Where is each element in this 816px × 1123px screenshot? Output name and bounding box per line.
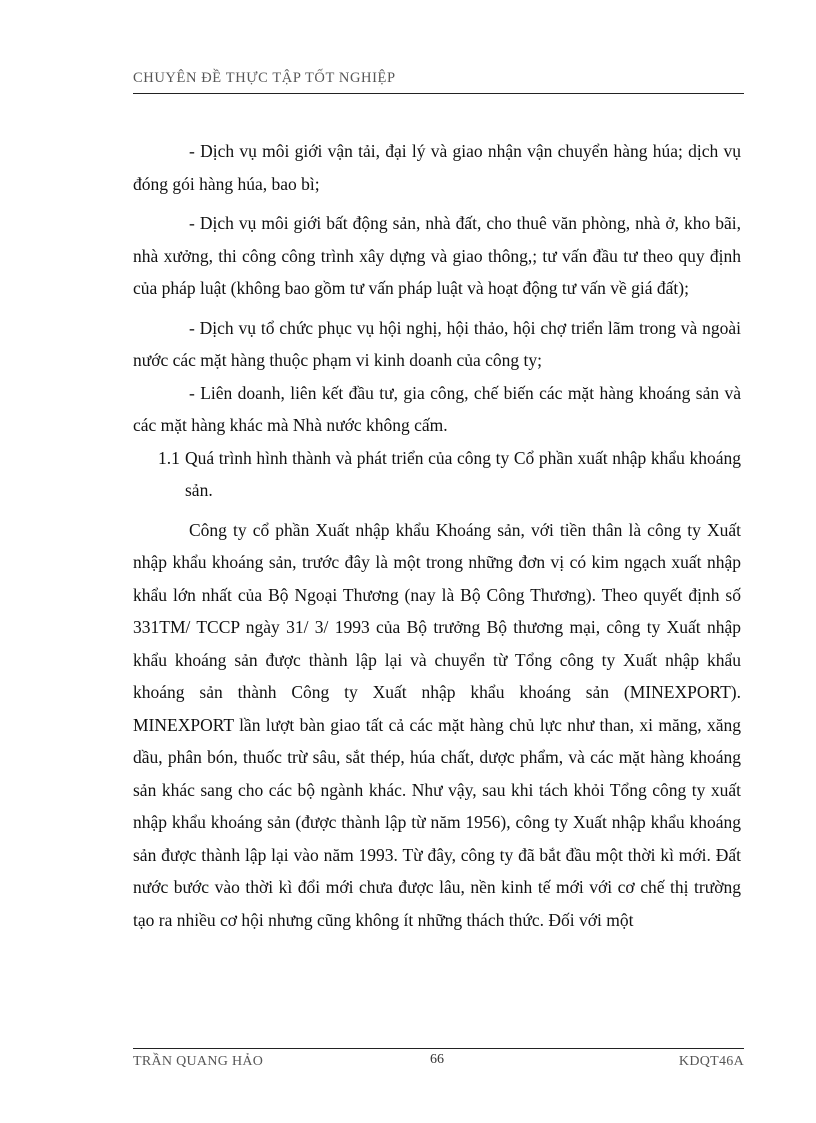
section-title: Quá trình hình thành và phát triển của công ty Cổ phần xuất nhập khẩu khoáng sản. <box>185 447 741 500</box>
footer-divider <box>133 1048 744 1049</box>
service-item-joint-venture: - Liên doanh, liên kết đầu tư, gia công, chế biến các mặt hàng khoáng sản và các mặt hàng khác mà Nhà nước không cấm. <box>133 382 741 435</box>
section-number: 1.1 <box>158 447 180 468</box>
page-header-title: CHUYÊN ĐỀ THỰC TẬP TỐT NGHIỆP <box>133 70 396 86</box>
service-item-events: - Dịch vụ tổ chức phục vụ hội nghị, hội thảo, hội chợ triển lãm trong và ngoài nước các mặt hàng thuộc phạm vi kinh doanh của công ty; <box>133 317 741 370</box>
service-item-transport: - Dịch vụ môi giới vận tải, đại lý và giao nhận vận chuyển hàng húa; dịch vụ đóng gói hàng húa, bao bì; <box>133 141 741 194</box>
footer-author: TRẦN QUANG HẢO <box>133 1054 264 1069</box>
header-divider <box>133 93 744 94</box>
service-item-real-estate: - Dịch vụ môi giới bất động sản, nhà đất, cho thuê văn phòng, nhà ở, kho bãi, nhà xưởng, thi công công trình xây dựng và giao thông,; tư vấn đầu tư theo quy định của pháp luật (không bao gồm tư vấn pháp luật và hoạt động tư vấn về giá đất); <box>133 213 741 298</box>
history-paragraph: Công ty cổ phần Xuất nhập khẩu Khoáng sản, với tiền thân là công ty Xuất nhập khẩu khoáng sản, trước đây là một trong những đơn vị có kim ngạch xuất nhập khẩu lớn nhất của Bộ Ngoại Thương (nay là Bộ Công Thương). Theo quyết định số 331TM/ TCCP ngày 31/ 3/ 1993 của Bộ trưởng Bộ thương mại, công ty Xuất nhập khẩu khoáng sản được thành lập lại và chuyển từ Tổng công ty Xuất nhập khẩu khoáng sản thành Công ty Xuất nhập khẩu khoáng sản (MINEXPORT). MINEXPORT lần lượt bàn giao tất cả các mặt hàng chủ lực như than, xi măng, xăng dầu, phân bón, thuốc trừ sâu, sắt thép, húa chất, dược phẩm, và các mặt hàng khoáng sản khác sang cho các bộ ngành khác. Như vậy, sau khi tách khỏi Tổng công ty xuất nhập khẩu khoáng sản (được thành lập từ năm 1956), công ty Xuất nhập khẩu khoáng sản được thành lập lại vào năm 1993. Từ đây, công ty đã bắt đầu một thời kì mới. Đất nước bước vào thời kì đổi mới chưa được lâu, nền kinh tế mới với cơ chế thị trường tạo ra nhiều cơ hội nhưng cũng không ít những thách thức. Đối với một <box>133 519 741 930</box>
footer-class-code: KDQT46A <box>678 1054 744 1069</box>
section-heading <box>133 442 741 507</box>
page-number: 66 <box>430 1052 444 1067</box>
document-body <box>133 135 741 936</box>
